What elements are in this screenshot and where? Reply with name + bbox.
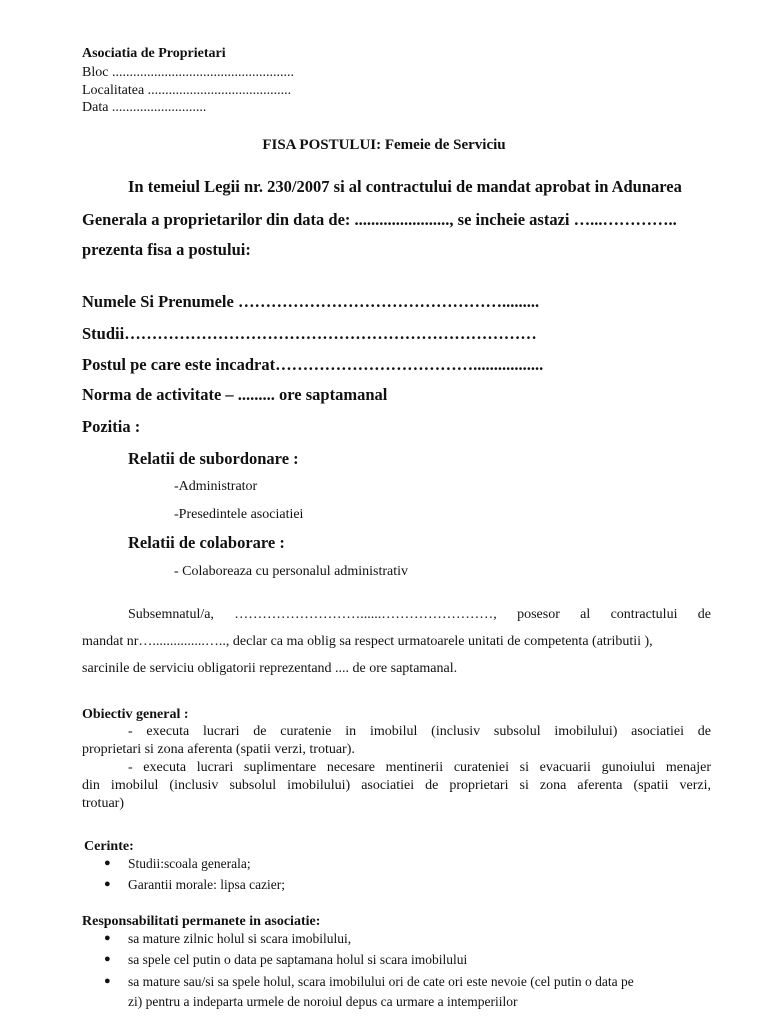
colaborare-item: - Colaboreaza cu personalul administrativ	[174, 564, 409, 579]
cerinte-item: Garantii morale: lipsa cazier;	[128, 877, 286, 892]
field-postul: Postul pe care este incadrat……………………………….................	[82, 355, 544, 374]
cerinte-item: Studii:scoala generala;	[128, 856, 251, 871]
declaratie-line-2: mandat nr…...............….., declar ca ma oblig sa respect urmatoarele unitati de competenta (atributii ),	[82, 634, 653, 649]
responsabilitati-item: sa mature zilnic holul si scara imobilului,	[128, 931, 352, 946]
obiectiv-p2-line-3: trotuar)	[82, 796, 124, 811]
field-nume: Numele Si Prenumele ………………………………………….........	[82, 292, 540, 311]
field-norma: Norma de activitate – ......... ore saptamanal	[82, 385, 388, 404]
responsabilitati-item: sa spele cel putin o data pe saptamana holul si scara imobilului	[128, 952, 468, 967]
intro-line-2: Generala a proprietarilor din data de: ......................., se incheie astazi …...…………..	[82, 210, 677, 229]
obiectiv-p2-line-1: - executa lucrari suplimentare necesare mentinerii curateniei si evacuarii gunoiului menajer	[128, 760, 711, 775]
obiectiv-p1-line-2: proprietari si zona aferenta (spatii verzi, trotuar).	[82, 742, 355, 757]
bullet-icon: ●	[104, 878, 111, 890]
bloc-field: Bloc ....................................................	[82, 65, 294, 80]
intro-line-3: prezenta fisa a postului:	[82, 240, 251, 259]
bullet-icon: ●	[104, 953, 111, 965]
intro-line-1: In temeiul Legii nr. 230/2007 si al contractului de mandat aprobat in Adunarea	[128, 177, 682, 196]
cerinte-heading: Cerinte:	[84, 839, 134, 854]
obiectiv-p1-line-1: - executa lucrari de curatenie in imobilul (inclusiv subsolul imobilului) asociatiei de	[128, 724, 711, 739]
association-name: Asociatia de Proprietari	[82, 46, 226, 61]
bullet-icon: ●	[104, 975, 111, 987]
responsabilitati-heading: Responsabilitati permanete in asociatie:	[82, 914, 321, 929]
declaratie-line-3: sarcinile de serviciu obligatorii reprezentand .... de ore saptamanal.	[82, 661, 458, 676]
relatii-colaborare-label: Relatii de colaborare :	[128, 533, 285, 552]
obiectiv-heading: Obiectiv general :	[82, 707, 189, 722]
bullet-icon: ●	[104, 857, 111, 869]
field-pozitia: Pozitia :	[82, 417, 141, 436]
obiectiv-p2-line-2: din imobilul (inclusiv subsolul imobilului) asociatiei de proprietari si zona aferenta (spatii verzi,	[82, 778, 711, 793]
subordonare-item: -Administrator	[174, 479, 258, 494]
localitate-field: Localitatea .........................................	[82, 83, 292, 98]
declaratie-line-1: Subsemnatul/a, ………………………......……………………, posesor al contractului de	[128, 607, 711, 622]
responsabilitati-item: sa mature sau/si sa spele holul, scara imobilului ori de cate ori este nevoie (cel putin o data pe	[128, 974, 634, 989]
date-field: Data ...........................	[82, 100, 207, 115]
relatii-subordonare-label: Relatii de subordonare :	[128, 449, 299, 468]
responsabilitati-item-continuation: zi) pentru a indeparta urmele de noroiul depus ca urmare a intemperiilor	[128, 994, 518, 1009]
bullet-icon: ●	[104, 932, 111, 944]
field-studii: Studii…………………………………………………………………	[82, 324, 537, 343]
subordonare-item: -Presedintele asociatiei	[174, 507, 304, 522]
document-title: FISA POSTULUI: Femeie de Serviciu	[262, 137, 506, 153]
